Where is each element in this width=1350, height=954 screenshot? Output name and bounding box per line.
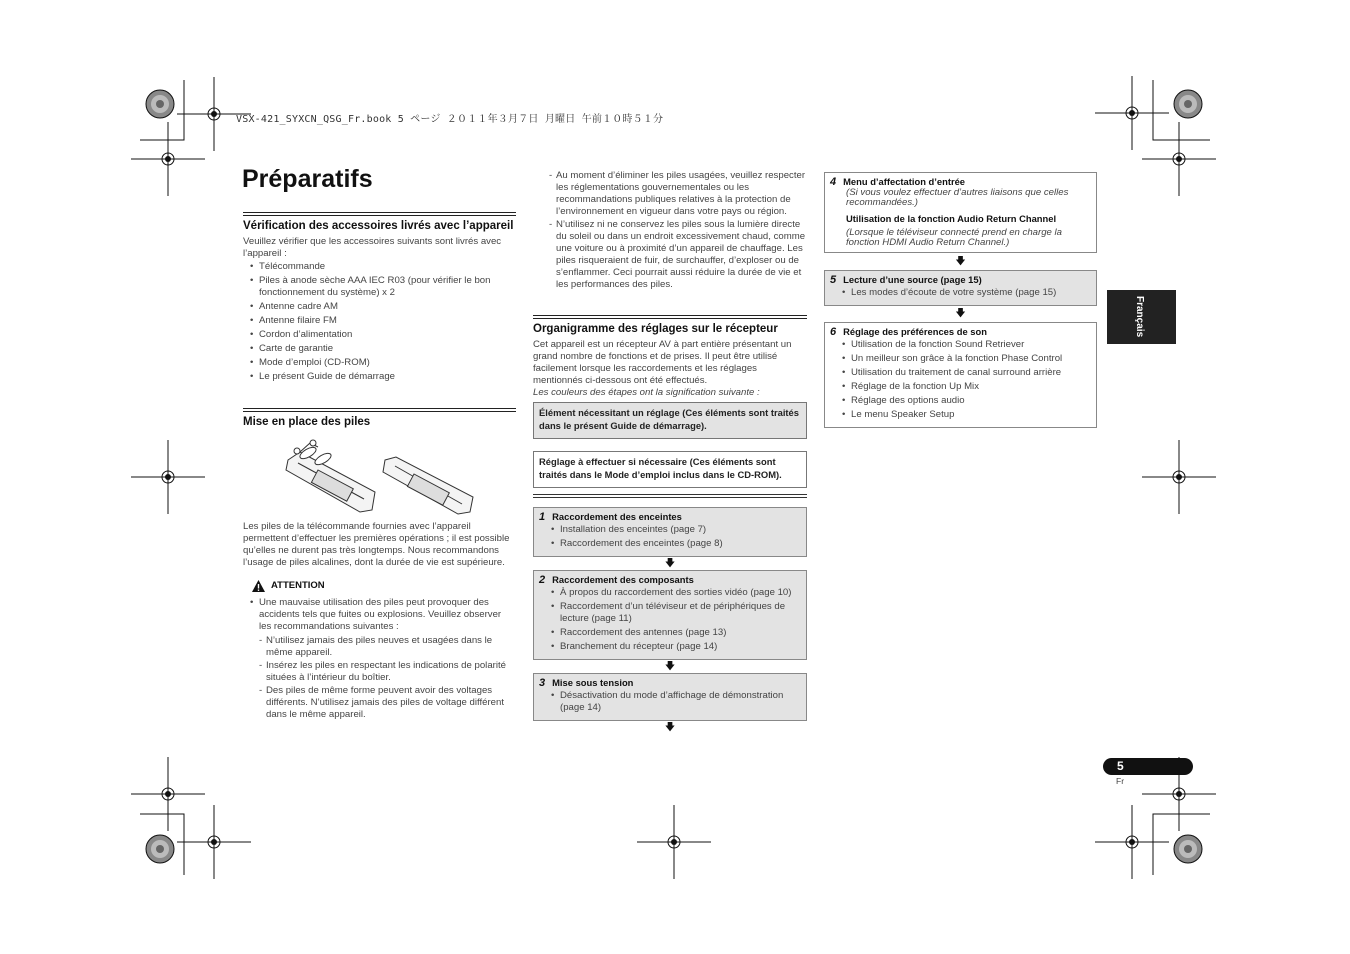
battery-warning-list xyxy=(533,170,807,291)
accessories-list xyxy=(243,261,516,383)
column-2 xyxy=(533,170,807,292)
color-bar-mark xyxy=(146,835,174,863)
column-3 xyxy=(824,172,1097,428)
list-item: • Réglage de la fonction Up Mix xyxy=(851,381,1091,393)
list-item: • Raccordement des enceintes (page 8) xyxy=(560,538,801,550)
page-title: Préparatifs xyxy=(242,165,373,193)
page-lang-code: Fr xyxy=(1116,776,1125,786)
list-item: • Installation des enceintes (page 7) xyxy=(560,524,801,536)
flow-arrow-icon: 🡇 xyxy=(955,256,966,267)
list-item: • Une mauvaise utilisation des piles peut provoquer des accidents tels que fuites ou explosions. Veuillez observer les recommandations suivantes : xyxy=(259,597,516,633)
section-heading-verification: Vérification des accessoires livrés avec l’appareil xyxy=(243,220,514,232)
crosshair-mark xyxy=(131,757,205,831)
step-subtitle: Utilisation de la fonction Audio Return Channel xyxy=(846,213,1057,224)
section-rule xyxy=(243,408,516,412)
list-item: • Raccordement d’un téléviseur et de périphériques de lecture (page 11) xyxy=(560,601,801,625)
list-item: - Des piles de même forme peuvent avoir des voltages différents. N’utilisez jamais des piles de voltage différent dans le même appareil. xyxy=(266,685,516,721)
list-item: - Au moment d’éliminer les piles usagées, veuillez respecter les réglementations gouvernementales ou les recommandations publiques relatives à la protection de l’environnement en vigueur dans votre pays ou région. xyxy=(556,170,807,218)
step-2: 2 Raccordement des composants • À propos du raccordement des sorties vidéo (page 10) • Raccordement d’un téléviseur et de périphériques de lecture (page 11) • Raccordement des antennes (page 13) • Branchement du récepteur (page 14) xyxy=(533,570,807,660)
crosshair-mark xyxy=(637,805,711,879)
step-1: 1 Raccordement des enceintes • Installation des enceintes (page 7) • Raccordement des enceintes (page 8) xyxy=(533,507,807,557)
remote-battery-illustration xyxy=(286,440,473,514)
page-number-badge: 5 xyxy=(1103,758,1193,775)
step-note: (Si vous voulez effectuer d’autres liaisons que celles recommandées.) xyxy=(846,187,1069,208)
list-item: • Antenne cadre AM xyxy=(259,301,516,313)
crosshair-mark xyxy=(131,440,205,514)
list-item: - N’utilisez jamais des piles neuves et usagées dans le même appareil. xyxy=(266,635,516,659)
crosshair-mark xyxy=(1095,76,1169,150)
column-1 xyxy=(243,212,516,385)
step-5: 5 Lecture d’une source (page 15) • Les modes d’écoute de votre système (page 15) xyxy=(824,270,1097,306)
list-item: • À propos du raccordement des sorties vidéo (page 10) xyxy=(560,587,801,599)
language-side-tab: Français xyxy=(1107,290,1176,344)
list-item: • Un meilleur son grâce à la fonction Phase Control xyxy=(851,353,1091,365)
section-rule xyxy=(533,315,807,319)
step-note: (Lorsque le téléviseur connecté prend en charge la fonction HDMI Audio Return Channel.) xyxy=(846,227,1062,248)
list-item: • Désactivation du mode d’affichage de démonstration (page 14) xyxy=(560,690,801,714)
list-item: • Mode d’emploi (CD-ROM) xyxy=(259,357,516,369)
list-item: - Insérez les piles en respectant les indications de polarité situées à l’intérieur du boîtier. xyxy=(266,660,516,684)
print-file-header: VSX-421_SYXCN_QSG_Fr.book 5 ページ ２０１１年３月７日 月曜日 午前１０時５１分 xyxy=(236,114,664,125)
flow-arrow-icon: 🡇 xyxy=(955,308,966,319)
batteries-text: Les piles de la télécommande fournies avec l’appareil permettent d’effectuer les premières opérations ; il est possible qu’elles ne durent pas très longtemps. Nous recommandons l’usage de piles alcalines, dont la durée de vie est supérieure. xyxy=(243,521,510,568)
crosshair-mark xyxy=(177,805,251,879)
crosshair-mark xyxy=(1095,805,1169,879)
section-rule xyxy=(243,212,516,216)
list-item: • Raccordement des antennes (page 13) xyxy=(560,627,801,639)
color-bar-mark xyxy=(146,90,174,118)
colors-note: Les couleurs des étapes ont la signification suivante : xyxy=(533,387,760,398)
list-item: • Antenne filaire FM xyxy=(259,315,516,327)
warning-icon xyxy=(251,579,266,593)
list-item: • Utilisation de la fonction Sound Retriever xyxy=(851,339,1091,351)
section-heading-flowchart: Organigramme des réglages sur le récepteur xyxy=(533,323,778,335)
step-3: 3 Mise sous tension • Désactivation du mode d’affichage de démonstration (page 14) xyxy=(533,673,807,721)
list-item: • Les modes d’écoute de votre système (page 15) xyxy=(851,287,1091,299)
list-item: • Utilisation du traitement de canal surround arrière xyxy=(851,367,1091,379)
verification-intro: Veuillez vérifier que les accessoires suivants sont livrés avec l’appareil : xyxy=(243,236,502,259)
column-2-flow xyxy=(533,315,807,734)
attention-label: ATTENTION xyxy=(251,579,516,593)
attention-sub-list xyxy=(243,635,516,721)
column-1-batteries-text xyxy=(243,521,516,722)
step-6: 6 Réglage des préférences de son • Utilisation de la fonction Sound Retriever • Un meilleur son grâce à la fonction Phase Control • Utilisation du traitement de canal surround arrière • Réglage de la fonction Up Mix • Réglage des options audio • Le menu Speaker Setup xyxy=(824,322,1097,428)
list-item: • Piles à anode sèche AAA IEC R03 (pour vérifier le bon fonctionnement du système) x 2 xyxy=(259,275,516,299)
list-item: • Télécommande xyxy=(259,261,516,273)
list-item: • Réglage des options audio xyxy=(851,395,1091,407)
legend-optional: Réglage à effectuer si nécessaire (Ces éléments sont traités dans le Mode d’emploi inclus dans le CD-ROM). xyxy=(533,451,807,488)
color-bar-mark xyxy=(1174,835,1202,863)
divider xyxy=(533,494,807,498)
step-4: 4 Menu d’affectation d’entrée (Si vous voulez effectuer d’autres liaisons que celles recommandées.) Utilisation de la fonction Audio Return Channel (Lorsque le téléviseur connecté prend en charge la fonction HDMI Audio Return Channel.) xyxy=(824,172,1097,253)
crosshair-mark xyxy=(1142,440,1216,514)
list-item: - N’utilisez ni ne conservez les piles sous la lumière directe du soleil ou dans un endroit excessivement chaud, comme une voiture ou à proximité d’un appareil de chauffage. Les piles risqueraient de fuir, de surchauffer, d’exploser ou de s’enflammer. Ceci pourrait aussi réduire la durée de vie et les performances des piles. xyxy=(556,219,807,291)
list-item: • Branchement du récepteur (page 14) xyxy=(560,641,801,653)
list-item: • Cordon d’alimentation xyxy=(259,329,516,341)
crosshair-mark xyxy=(131,122,205,196)
list-item: • Carte de garantie xyxy=(259,343,516,355)
flowchart-intro: Cet appareil est un récepteur AV à part entière présentant un grand nombre de fonctions et de prises. Il peut être utilisé facilement lorsque les raccordements et les réglages mentionnés ci-dessous ont été effectués. xyxy=(533,339,792,386)
flow-arrow-icon: 🡇 xyxy=(664,722,676,733)
list-item: • Le menu Speaker Setup xyxy=(851,409,1091,421)
column-1-batteries xyxy=(243,408,516,432)
attention-list xyxy=(243,597,516,633)
list-item: • Le présent Guide de démarrage xyxy=(259,371,516,383)
flow-arrow-icon: 🡇 xyxy=(664,661,676,672)
flow-arrow-icon: 🡇 xyxy=(664,558,676,569)
color-bar-mark xyxy=(1174,90,1202,118)
legend-required: Élément nécessitant un réglage (Ces éléments sont traités dans le présent Guide de démarrage). xyxy=(533,402,807,439)
section-heading-batteries: Mise en place des piles xyxy=(243,416,371,428)
